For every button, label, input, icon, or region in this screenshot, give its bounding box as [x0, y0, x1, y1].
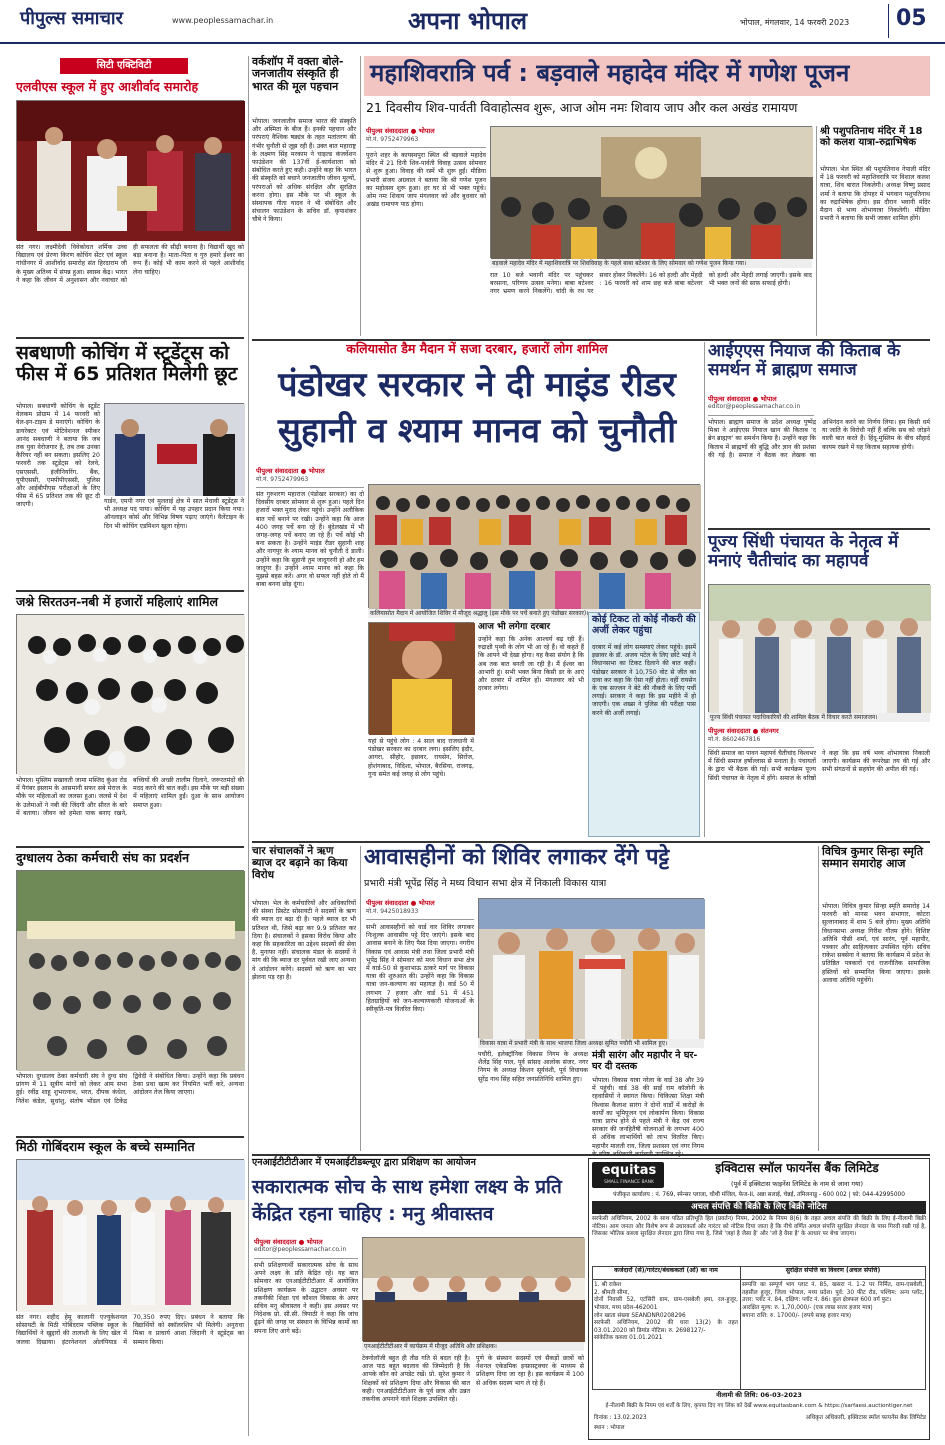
s17-body-2: टेक्नोलॉजी बहुत ही तीव्र गति से बदल रही है। आज पाठ बहुत बदलाव की जिम्मेदारी है कि आपके कौन को अपडेट रखें। प्रो. सुरेश कुमार ने शिक्षकों को प्रशिक्षण दिया और विकास की बात कही। एनआईटीटीटीआर के पूर्व छात्र और उन्नत तकनीक अपनाने वाले शिक्षक उपस्थित रहे।: [362, 1355, 470, 1403]
ad-signatory: अधिकृत अधिकारी, इक्विटास स्मॉल फायनेंस बैंक लिमिटेड: [805, 1415, 926, 1421]
s10-headline: कोई टिकट तो कोई नौकरी की अर्जी लेकर पहुंचा: [592, 614, 696, 636]
temple-ceremony-image: [491, 127, 813, 259]
s12-headline: पूज्य सिंधी पंचायत के नेतृत्व में मनाएं चैतीचांद का महापर्व: [708, 532, 899, 572]
protest-crowd-image: [17, 871, 245, 1071]
s9-side: यहां से पहुंचे लोग : 4 साल बाद राजधानी में पंडोखर सरकार का दरबार लगा। इसलिए इंदौर, आगरा, सीहोर, इछावर, रायसेन, सिरोंज, होशंगाबाद, विदिशा, भोपाल, बैरसिया, राजगढ़, गुना समेत कई जगह से लोग पहुंचे।: [368, 738, 474, 778]
divider: [252, 1154, 930, 1156]
s6-photo: [16, 614, 244, 774]
s3-caption: बड़वाले महादेव मंदिर में महाशिवरात्रि पर शिवविवाह के पहले बाबा बटेश्वर के लिए सोमवार को गणेश पूजन किया गया।: [490, 259, 812, 268]
s16-headline: विचित्र कुमार सिन्हा स्मृति सम्मान समारोह आज: [822, 845, 923, 871]
s8-photo: [16, 1159, 244, 1311]
s8-headline: मिठी गोबिंदराम स्कूल के बच्चे सम्मानित: [16, 1139, 195, 1154]
s9-photo-2: [368, 622, 474, 734]
s17-byline: [254, 1237, 358, 1259]
ad-title: इक्विटास स्मॉल फायनेंस बैंक लिमिटेड: [715, 1161, 879, 1175]
s2-body: भोपाल। जनजातीय समाज भारत की संस्कृति और अस्मिता के बीज हैं। इनकी पहचान और परंपराएं वैश्विक षड्यंत्र के तहत मतांतरण की गंभीर चुनौती से जूझ रही हैं। उक्त बात महाराष्ट्र के लक्ष्मण सिंह मरकाम ने चाइल्ड कंजर्वेशन फाउंडेशन की 137वीं ई-कार्यशाला को संबोधित करते हुए कही। उन्होंने कहा कि भारत की संस्कृति को बचाने जनजातीय जीवन मूल्यों, परंपराओं को अधिक संरक्षित और सुरक्षित करना होगा। इस मौके पर भी स्कूल के संस्थापक गीता यादव ने भी संबोधित और संचालन फाउंडेशन के सचिव डॉ. कृपाशंकर चौबे ने किया।: [252, 118, 356, 224]
darbar-crowd-image: [369, 485, 701, 609]
s17-email: editor@peoplessamachar.co.in: [254, 1246, 347, 1253]
s3-byline-text: पीपुल्स संवाददाता ● भोपाल: [366, 127, 435, 135]
s7-headline: दुग्धालय ठेका कर्मचारी संघ का प्रदर्शन: [16, 850, 190, 865]
s9-kicker: कलियासोत डैम मैदान में सजा दरबार, हजारों लोग शामिल: [346, 341, 608, 356]
s4-headline: श्री पशुपतिनाथ मंदिर में 18 को कलश यात्रा-रुद्राभिषेक: [820, 126, 923, 149]
s11-byline-text: पीपुल्स संवाददाता ● भोपाल: [708, 395, 777, 403]
divider: [16, 337, 244, 339]
ad-notice-body: सरफेसी अधिनियम, 2002 के साथ पठित प्रतिभूति हित (प्रवर्तन) नियम, 2002 के नियम 8(6) के तहत अचल संपत्ति की बिक्री के लिए ई-नीलामी बिक्री नोटिस। आम जनता और विशेष रूप से उधारकर्ता और गारंटर को नोटिस दिया जाता है कि नीचे वर्णित अचल संपत्ति सुरक्षित लेनदार के पास गिरवी रखी गई है, जिसका भौतिक कब्जा सुरक्षित लेनदार द्वारा लिया गया है, जिसे 'जहां है जैसा है' और 'जो है वैसा है' के आधार पर बेचा जाएगा।: [592, 1216, 926, 1238]
s17-kicker: एनआईटीटीटीआर में एमआईटीडब्ल्यूए द्वारा प्रशिक्षण का आयोजन: [252, 1157, 476, 1168]
website-url: www.peoplessamachar.in: [172, 16, 274, 25]
divider: [740, 1266, 741, 1390]
ad-col1-body: 1. श्री राकेश 2. श्रीमती सीमा, दोनों निवासी 52, एटंसिरी ग्राम, ग्राम-एसबेली हमा, रल-हुजूर, भोपाल, मध्य प्रदेश-462001 लोन खाता संख्या SEANDNR0208296 सरफेसी अधिनियम, 2002 की धारा 13(2) के तहत 03.01.2020 को डिमांड नोटिस। रु. 2698127/- सांकेतिक कब्जा 01.01.2021: [594, 1282, 738, 1342]
coaching-photo-image: [105, 404, 245, 496]
section-tag: सिटी एक्टिविटी: [60, 58, 188, 74]
s8-body: संत नगर। शहीद हेमू कालानी एज्युकेशनल सोसायटी के मिठी गोबिंदराम पब्लिक स्कूल के विद्यार्थियों ने खुद्दारों की तालाशी के लिए खेल में जलवा दिखाया। इंटरनेशनल ओलंपियाड में 70,350 रुपए दिए। प्रबंधन ने बताया कि विद्यार्थियों को स्कॉलरशिप भी मिलेगी। अनुराधा मिश्रा व प्राचार्य आशा जिंदानी ने स्टूडेंट्स का सम्मान किया।: [16, 1314, 244, 1346]
divider: [16, 846, 244, 848]
s13-phone: मो.नं. 9425018933: [366, 908, 419, 915]
women-gathering-image: [17, 615, 245, 775]
divider: [16, 1136, 244, 1138]
s13-byline: [366, 898, 474, 920]
divider: [16, 590, 244, 592]
s5-body: भोपाल। सबधाणी कोचिंग के स्टूडेंट वेलकम प्रोग्राम में 14 फरवरी को वेल-इन-टाइम डे मनाएंगे। कोचिंग के डायरेक्टर एवं मोटिवेशनल स्पीकर आनंद सबधाणी ने बताया कि जब तक युवा वेरोजगार है, तब तक उनका कैरियर नहीं बन सकता। इसलिए 20 फरवरी तक स्टूडेंट्स को रेलवे, एसएससी, इंजीनियरिंग, बैंक, यूपीएससी, एमपीपीएससी, पुलिस और आईबीपीएस परीक्षाओं के लिए फीस में 65 प्रतिशत तक की छूट दी जाएगी।: [16, 403, 100, 509]
s9-caption: कलियासोत मैदान में आयोजित शिविर में मौजूद श्रद्धालु (इस मौके पर पर्चे बनाते हुए पंडोखर सरकार)।: [368, 609, 700, 618]
s6-headline: जश्ने सिरतउन-नबी में हजारों महिलाएं शामिल: [16, 594, 218, 609]
s7-photo: [16, 870, 244, 1070]
s12-caption: पूज्य सिंधी पंचायत पदाधिकारियों की शामिल बैठक में विचार करते समाजजन।: [708, 713, 930, 722]
s3-byline: [366, 126, 486, 148]
section-name: अपना भोपाल: [408, 7, 528, 35]
ad-auction-date: नीलामी की तिथि: 06-03-2023: [716, 1391, 802, 1399]
pandokhar-sarkar-portrait-image: [369, 623, 475, 735]
divider: [708, 528, 930, 530]
divider: [252, 841, 930, 843]
s9-byline-text: पीपुल्स संवाददाता ● भोपाल: [256, 467, 325, 475]
s5-photo: [104, 403, 244, 495]
s16-body: भोपाल। विचित्र कुमार सिन्हा स्मृति समारोह 14 फरवरी को मानस भवन सभागार, कोटरा सुल्तानाबाद में शाम 5 बजे होगा। मुख्य अतिथि विधानसभा अध्यक्ष गिरीश गौतम होंगे। विशिष्ट अतिथि पीसी शर्मा, एवं सारंग, पूर्व महापौर, पत्रकार और साहित्यकार उपस्थित रहेंगे। सचिव राकेश सक्सेना ने बताया कि कार्यक्रम में प्रदेश के प्रतिष्ठित पत्रकारों एवं राजनीतिक सामाजिक हस्तियों को सम्मानित किया जाएगा। इसके अलावा अतिथि पहुंचेंगे।: [822, 903, 930, 984]
s9-box-title: आज भी लगेगा दरबार: [478, 622, 551, 632]
s7-body: भोपाल। दुग्धालय ठेका कर्मचारी संघ ने दुग्ध संघ प्रांगण में 11 सूत्रीय मांगों को लेकर आम सभा हुई। रवींद्र शाहू शुभरत्नाथ, भरत, दीपक कंधेल, नितेश कंडेल, सुधांशु, संतोष भोंडल एवं टिकेंद्र द्विवेदी ने संबोधित किया। उन्होंने कहा कि प्रबंधन ठेका प्रथा खत्म कर नियमित भर्ती करे, अन्यथा आंदोलन तेज किया जाएगा।: [16, 1073, 244, 1105]
s12-byline: [708, 726, 814, 748]
s9-box: उन्होंने कहा कि अनेक आश्चर्य बढ़ रही हैं। रुद्राक्षी पृथ्वी के लोग भी आ रहे हैं। वो कहते हैं कि आपने भी देखा होगा। यह कैसा संयोग है कि अब तक बात बनती जा रही है। मैं ईश्वर का आभारी हूं। सभी भक्त बिना किसी डर के आएं और दरबार में शामिल हों। मंगलवार को भी दरबार लगेगा।: [478, 636, 584, 693]
ad-notice-title: अचल संपत्ति की बिक्री के लिए बिक्री नोटिस: [592, 1201, 926, 1214]
s14-body: भोपाल। भेल के कर्मचारियों और अधिकारियों की संस्था प्रिस्टेट सोसायटी ने सदस्यों के ऋण की ब्याज दर बढ़ा दी है। पहले ब्याज दर भी प्रतिशत थी, जिसे बढ़ा कर 9.9 प्रतिशत कर दिया है। संचालकों ने इसका विरोध किया और कहा कि सहकारिता का उद्देश्य सदस्यों की सेवा है, मुनाफा नहीं। संचालक मंडल के सदस्यों ने मांग की कि ब्याज दर पूर्ववत रखी जाए अन्यथा वे आंदोलन करेंगे। सदस्यों को ऋण का भार झेलना पड़ रहा है।: [252, 900, 356, 981]
s3-body: पुराने शहर के कायस्थपुरा स्थित श्री बड़वाले महादेव मंदिर में 21 दिनी शिव-पार्वती विवाह उत्सव सोमवार से शुरू हुआ। विवाह की रस्में भी शुरू हुईं। मीडिया प्रभारी संजय अग्रवाल ने बताया कि श्री गणेश पूजन का महोत्सव शुरू हुआ। हर घर से भी भक्त पहुंचे। ओम नमः शिवाय जाप मंगलवार को और बुधवार को अखंड रामायण पाठ होगा।: [366, 152, 486, 209]
s11-headline: आईएएस नियाज की किताब के समर्थन में ब्राह्मण समाज: [708, 341, 901, 381]
s6-body: भोपाल। मुस्लिम सखावती जामा मस्जिद कुंआ रोड में पैगंबर इस्लाम के आसमानी सफर सबे मेराज के मौके पर महिलाओं का जलसा हुआ। जलसे में देश के उलेमाओं ने नबी की जिंदगी और सीरत के बारे में बताया। जीवन को हमेशा पाक बनाए रखने, बच्चियों की अच्छी तालीम दिलाने, जरूरतमंदों की मदद करने की बात कही। इस मौके पर बड़ी संख्या में महिलाएं शामिल हुईं। दुआ के साथ आयोजन समाप्त हुआ।: [16, 777, 244, 817]
s9-headline: पंडोखर सरकार ने दी माइंड रीडर सुहानी व श्याम मानव को चुनौती: [277, 365, 677, 451]
s17-headline: सकारात्मक सोच के साथ हमेशा लक्ष्य के प्रति केंद्रित रहना चाहिए : मनु श्रीवास्तव: [252, 1176, 562, 1225]
s13-body: सभी आवासहीनों को वार्ड वार शिविर लगाकर निःशुल्क आवासीय पट्टे दिए जाएंगे। इसके बाद आवास बनाने के लिए पैसा दिया जाएगा। नगरीय विकास एवं आवास मंत्री तथा जिला प्रभारी मंत्री भूपेंद्र सिंह ने सोमवार को मध्य विधान सभा क्षेत्र में वार्ड-50 से कुशाभाऊ ठाकरे मार्ग पर विकास यात्रा की शुरुआत की। उन्होंने कहा कि विकास यात्रा जन-कल्याण का महायज्ञ है। वार्ड 50 में लगभग 7 हजार और वार्ड 51 में 451 हितग्राहियों को जन-कल्याणकारी योजनाओं के स्वीकृति-पत्र वितरित किए।: [366, 924, 474, 1013]
s13-caption: विकास यात्रा में प्रभारी मंत्री के साथ भाजपा जिला अध्यक्ष सुमित पचौरी भी शामिल हुए।: [478, 1039, 704, 1048]
s3-headline: महाशिवरात्रि पर्व : बड़वाले महादेव मंदिर में गणेश पूजन: [370, 59, 850, 87]
s11-byline: [708, 394, 814, 416]
ad-subtitle: (पूर्व में इक्विटास फाइनेंस लिमिटेड के नाम से जाना गया): [730, 1180, 864, 1188]
s3-phone: मो.नं. 9752479963: [366, 136, 419, 143]
s1-photo: [16, 100, 244, 240]
vikas-yatra-image: [479, 899, 705, 1039]
ad-col1-head: कर्जदारों (से)/गारंटर/बंधककर्ता (ओं) का नाम: [614, 1267, 718, 1274]
s13-body-2: पचौरी, इलेक्ट्रॉनिक विकास निगम के अध्यक्ष शैलेंद्र सिंह पाल, पूर्व सांसद आलोक संजर, नगर निगम के अध्यक्ष किशन सूर्यवंशी, पूर्व विधायक सुरेंद्र नाथ सिंह सहित जनप्रतिनिधि शामिल हुए।: [478, 1051, 588, 1083]
s2-headline: वर्कशॉप में वक्ता बोले- जनजातीय संस्कृति ही भारत की मूल पहचान: [252, 55, 344, 93]
s9-byline: [256, 466, 364, 488]
ad-place: स्थान : भोपाल: [594, 1425, 625, 1431]
masthead: [0, 0, 945, 44]
ad-brand-logo: equitas: [601, 1163, 657, 1178]
s9-body: संत गुरुशरण महाराज (पंडोखर सरकार) का दो दिवसीय दरबार सोमवार से शुरू हुआ। पहले दिन हजारों भक्त मुराद लेकर पहुंचे। उन्होंने अलौकिक बात पर्चे बनाने पर रखी। उन्होंने कहा कि आज 400 जगह पर्चे बना रहे हैं। बुंदेलखंड में भी जगह-जगह पर्चे बनाए जा रहे हैं। पर्चे कोई भी बना सकता है। उन्होंने माइंड रीडर सुहानी शाह और नागपुर के श्याम मानव को चुनौती दे डाली। उन्होंने कहा कि सुहानी तुम जादूगरनी हो और हम जादूगर हैं। उन्होंने श्याम मानव को कहा कि मुझसे बहस करें। अगर वो सफल नहीं होते तो मैं बाबा बनना छोड़ दूंगा।: [256, 491, 364, 589]
award-ceremony-image: [17, 101, 245, 241]
s1-headline: एलवीएस स्कूल में हुए आशीर्वाद समारोह: [16, 79, 199, 94]
s11-email: editor@peoplessamachar.co.in: [708, 403, 801, 410]
divider: [360, 56, 361, 336]
ad-col2-body: सम्पत्ति का सम्पूर्ण भाग प्लाट नं. 85, खसरा नं. 1-2 पर निर्मित, ग्राम-एसबेली, तहसील हुजूर, जिला भोपाल, मध्य प्रदेश। पूर्व: 30 फीट रोड, पश्चिम: अन्य प्लॉट, उत्तर: प्लॉट नं. 84, दक्षिण: प्लॉट नं. 86। कुल क्षेत्रफल 600 वर्ग फुट। आरक्षित मूल्य: रु. 1,70,000/- (एक लाख सत्तर हजार मात्र) बयाना राशि: रु. 17000/- (रुपये सत्रह हजार मात्र): [742, 1282, 924, 1319]
ad-date: दिनांक : 13.02.2023: [594, 1415, 647, 1421]
training-dais-image: [363, 1238, 585, 1342]
divider: [816, 126, 817, 336]
s12-body: सिंधी समाज का पावन महापर्व चैतीचांद विश्वभर में सिंधी समाज हर्षोल्लास से मनाता है। पंचायतों के द्वारा भी बैठक की गई। सभी कार्यक्रम पूज्य सिंधी पंचायत के नेतृत्व में होंगे। समाज के वरिष्ठों ने कहा कि इस वर्ष भव्य शोभायात्रा निकाली जाएगी। कार्यक्रम की रूपरेखा तय की गई और सभी संगठनों से सहयोग की अपील की गई।: [708, 750, 930, 782]
s10-body: दरबार में कई लोग समस्याएं लेकर पहुंचे। इसमें इछावर के डॉ. अजय पटेल के लिए छोटे भाई ने विधानसभा का टिकट दिलाने की बात कही। पंडोखर सरकार ने 10,750 वोट से जीत का दावा कर कहा कि ऐसा नहीं होता। वहीं रायसेन के एक सज्जन ने बेटे की नौकरी के लिए पर्ची लगाई। सरकार ने कहा कि इस महीने में हो जाएगी। एक शख्स ने पुलिस की परीक्षा पास करने की अर्जी लगाई।: [592, 644, 696, 717]
s17-body: सभी प्रशिक्षणार्थी सकारात्मक सोच के साथ अपने लक्ष्य के प्रति केंद्रित रहें। यह बात सोमवार का एनआईटीटीटीआर में आयोजित प्रशिक्षण कार्यक्रम के उद्घाटन अवसर पर तकनीकी शिक्षा एवं कौशल विकास के अपर सचिव मनु श्रीवास्तव ने कही। इस अवसर पर निदेशक प्रो. सी.सी. त्रिपाठी ने कहा कि जांच ढूंढ़ने की जगह पर संस्थान के विभिन्न कामों का सपना लिए आगे बढ़ें।: [254, 1262, 358, 1335]
divider: [360, 846, 361, 1151]
s12-phone: मो.नं. 8602467816: [708, 736, 761, 743]
ad-address: पंजीकृत कार्यालय : नं. 769, स्पेन्सर प्लाजा, चौथी मंजिल, फेज-II, अन्ना सलाई, चेन्नई, तमिलनाडु - 600 002 | फो: 044-42995000: [613, 1192, 905, 1198]
s17-photo: [362, 1237, 584, 1341]
s4-body: भोपाल। भेल स्थित श्री पशुपतिनाथ नेपाली मंदिर में 18 फरवरी को महाशिवरात्रि पर विशाल कलश यात्रा, शिव बारात निकलेगी। अध्यक्ष विष्णु प्रसाद शर्मा ने बताया कि दोपहर में भगवान पशुपतिनाथ का रुद्राभिषेक होगा। इस दौरान भवानी मंदिर मैदान से भव्य शोभायात्रा निकलेगी। मीडिया प्रभारी ने बताया कि सभी जाकर शामिल होंगे।: [820, 166, 930, 223]
s13-headline: आवासहीनों को शिविर लगाकर देंगे पट्टे: [364, 845, 670, 870]
s3-subheadline: 21 दिवसीय शिव-पार्वती विवाहोत्सव शुरू, आज ओम नमः शिवाय जाप और कल अखंड रामायण: [366, 100, 798, 115]
s15-body: भोपाल। विकास यात्रा नरेला के वार्ड 38 और 39 में पहुंची। वार्ड 38 की साईं राम कॉलोनी के रहवासियों ने स्वागत किया। चिकित्सा शिक्षा मंत्री विश्वास कैलाश सारंग ने दोनों वार्डों में करोड़ों के कार्यों का भूमिपूजन एवं लोकार्पण किया। विकास यात्रा प्रारंभ होने से पहले मंत्री ने केंद्र एवं राज्य सरकार की जनहितैषी योजनाओं के लगभग 400 से अधिक लाभार्थियों को लाभ वितरित किए। महापौर मालती राय, जिला प्रशासन एवं नगर निगम: [592, 1077, 704, 1150]
s13-subheadline: प्रभारी मंत्री भूपेंद्र सिंह ने मध्य विधान सभा क्षेत्र में निकाली विकास यात्रा: [364, 878, 607, 889]
s14-headline: चार संचालकों ने ऋण ब्याज दर बढ़ाने का किया विरोध: [252, 845, 348, 881]
page-number: 05: [896, 6, 927, 31]
s13-photo: [478, 898, 704, 1038]
s17-caption: एनआईटीटीटीआर में कार्यक्रम में मौजूद अतिथि और प्रशिक्षक।: [362, 1342, 584, 1351]
sindhi-meeting-image: [709, 585, 931, 713]
divider: [248, 56, 249, 1436]
s15-headline: मंत्री सारंग और महापौर ने घर-घर दी दस्तक: [592, 1050, 698, 1072]
s1-body: संत नगर। लक्ष्मीदेवी विवेकोधत शर्मिक उच्च विद्यालय एवं प्रेरणा किरण कोचिंग सेंटर एवं स्कूल गांधीनगर में आशीर्वाद समारोह संत हिरदाराम जी के मुख्य अतिथ्य में संपन्न हुआ। स्वास्थ केंद्र। भारत ने कहा कि जीवन में अनुशासन और नवाचार को ही सफलता की सीढ़ी बनाना है। विद्यार्थी खूद को बड़ा बनाना है। माता-पिता व गुरु हमारे ईश्वर का रूप हैं। कोई भी काम करने से पहले आशीर्वाद लेना चाहिए।: [16, 244, 244, 284]
ad-footer: ई-नीलामी बिक्री के नियम एवं शर्तों के लिए, कृपया दिए गए लिंक को देखें www.equitasbank.com & https://sarfaesi.auctiontiger.net: [605, 1403, 913, 1409]
s17-byline-text: पीपुल्स संवाददाता ● भोपाल: [254, 1238, 323, 1246]
dateline: भोपाल, मंगलवार, 14 फरवरी 2023: [740, 18, 850, 27]
s9-phone: मो.नं. 9752479963: [256, 476, 309, 483]
s12-photo: [708, 584, 930, 712]
s3-photo: [490, 126, 812, 258]
s5-headline: सबधाणी कोचिंग में स्टूडेंट्स को फीस में 65 प्रतिशत मिलेगी छूट: [16, 342, 238, 386]
divider: [818, 846, 819, 1151]
divider: [888, 4, 889, 38]
s12-byline-text: पीपुल्स संवाददाता ● संतनगर: [708, 727, 779, 735]
s3-body-2: रात 10 बजे भवानी मंदिर पर पहुंचकर बरसाना, परिणय उत्सव मनेगा। बाबा बटेश्वर नगर भ्रमण करने निकलेंगे। चांदी के रथ पर सवार होकर निकलेंगे। 16 को हल्दी और मेंहदी : 16 फरवरी को शाम छह बजे बाबा बटेश्वर को हल्दी और मेंहदी लगाई जाएगी। इसके बाद भी भक्त जनों की साफ़ सफाई होगी।: [490, 272, 812, 296]
ad-col2-head: सुरक्षित संपत्ति का विवरण (अचल संपत्ति): [785, 1267, 881, 1274]
students-honored-image: [17, 1160, 245, 1312]
ad-brand-sub: SMALL FINANCE BANK: [604, 1180, 654, 1185]
s13-byline-text: पीपुल्स संवाददाता ● भोपाल: [366, 899, 435, 907]
s17-body-3: पुणे के संस्थान सदस्यों एवं सैकड़ों छात्रों को नेशनल एकेडमिक इन्फ्रास्ट्रक्चर के माध्यम से प्रशिक्षण दिया जा रहा है। इस कार्यक्रम में 100 से अधिक सदस्य भाग ले रहे हैं।: [476, 1355, 584, 1387]
s5-body-2: गार्डन, एमपी नगर एवं मुलताई क्षेत्र में सात मेधावी स्टूडेंट्स ने भी अध्यक्ष पद पाया। कोचिंग में यह उपहार प्रदान किया गया। ऑनलाइन कोर्स और विभिन्न विषय पढ़ाए जाएंगे। वैलेंटाइन के दिन भी कोचिंग एडमिशन खुला रहेगा।: [104, 498, 244, 530]
s9-photo: [368, 484, 700, 608]
divider: [592, 1279, 926, 1280]
divider: [704, 342, 705, 837]
newspaper-logo: पीपुल्स समाचार: [20, 8, 123, 29]
s11-body: भोपाल। ब्राह्मण समाज के प्रदेश अध्यक्ष पुष्पेंद्र मिश्रा ने आईएएस नियाज खान की किताब 'द ब्रेन ब्राह्मण' का समर्थन किया है। उन्होंने कहा कि किताब में ब्राह्मणों की बुद्धि और ज्ञान की प्रशंसा की गई है। समाज ने बैठक कर लेखक का अभिनंदन करने का निर्णय लिया। हम किसी धर्म या जाति के विरोधी नहीं हैं बल्कि सब को जोड़ने वाली बात करते हैं। हिंदू-मुस्लिम के बीच सौहार्द कायम रखने में यह किताब सहायक होगी।: [708, 419, 930, 459]
